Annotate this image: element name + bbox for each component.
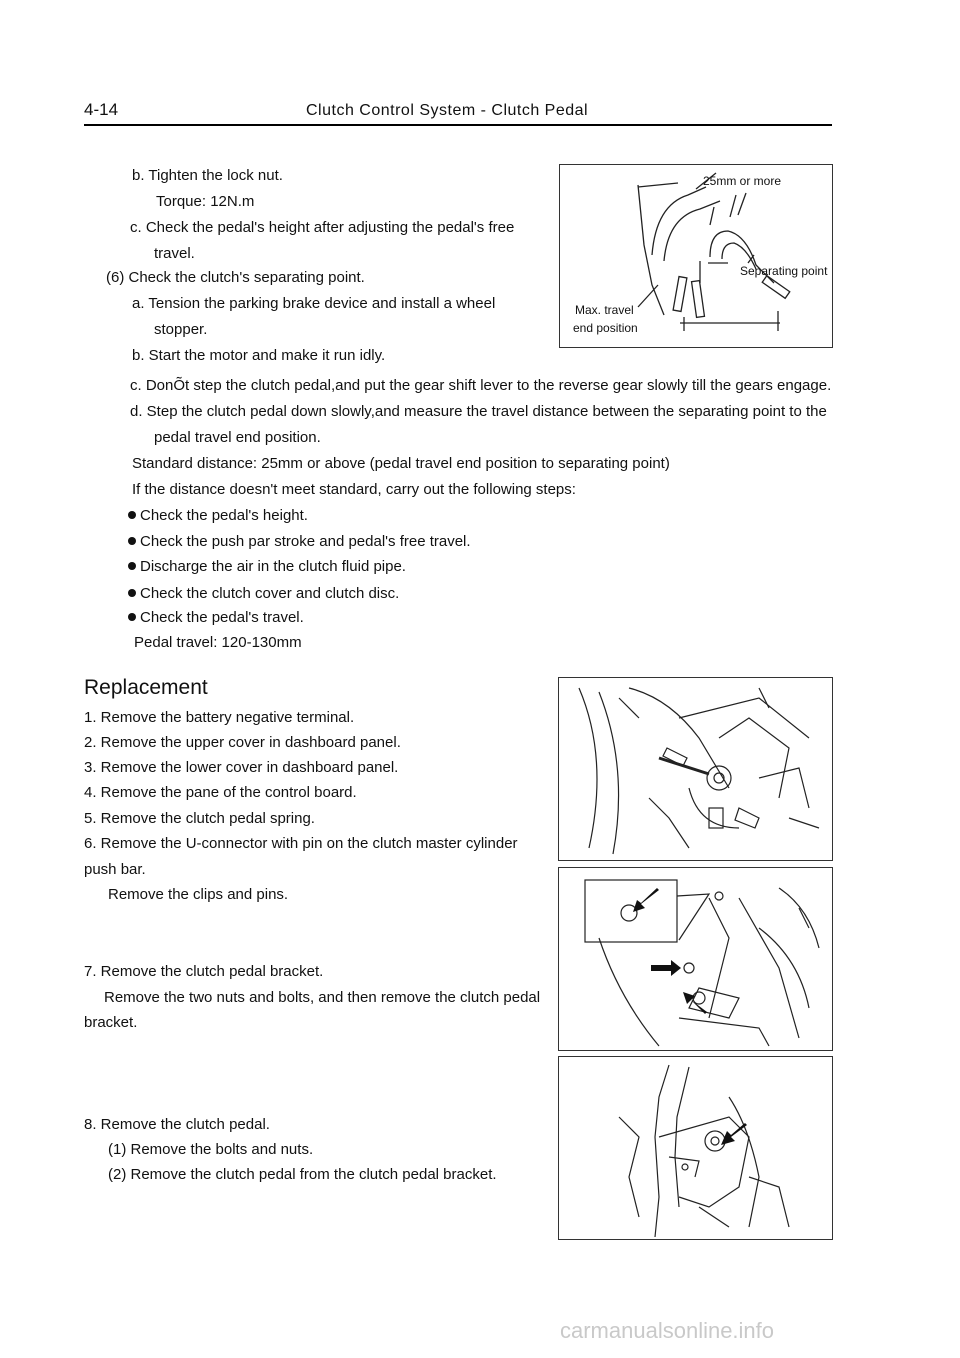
step-7-sub: Remove the two nuts and bolts, and then remove the clutch pedal bbox=[104, 989, 541, 1006]
step-5: 5. Remove the clutch pedal spring. bbox=[84, 810, 315, 827]
pedal-spring-drawing bbox=[559, 678, 832, 860]
bullet-item: Discharge the air in the clutch fluid pipe. bbox=[128, 557, 406, 577]
step-8-2: (2) Remove the clutch pedal from the clutch pedal bracket. bbox=[108, 1166, 497, 1183]
bullet-item: Check the push par stroke and pedal's free travel. bbox=[128, 532, 471, 552]
step-d-measure: d. Step the clutch pedal down slowly,and measure the travel distance between the separating point to the bbox=[130, 403, 827, 420]
step-7: 7. Remove the clutch pedal bracket. bbox=[84, 963, 324, 980]
bullet-item: Check the pedal's travel. bbox=[128, 608, 304, 628]
header-rule bbox=[84, 124, 832, 126]
standard-distance: Standard distance: 25mm or above (pedal travel end position to separating point) bbox=[132, 455, 670, 472]
bullet-dot bbox=[128, 613, 136, 621]
bullet-item: Check the clutch cover and clutch disc. bbox=[128, 584, 399, 604]
step-1: 1. Remove the battery negative terminal. bbox=[84, 709, 355, 726]
bullet-dot bbox=[128, 589, 136, 597]
pedal-spring-figure bbox=[558, 677, 833, 861]
watermark: carmanualsonline.info bbox=[560, 1318, 775, 1343]
step-c-cont: travel. bbox=[154, 245, 195, 262]
step-a-parking-brake: a. Tension the parking brake device and install a wheel bbox=[132, 295, 496, 312]
separating-point-label: Separating point bbox=[740, 264, 828, 278]
step-3: 3. Remove the lower cover in dashboard panel. bbox=[84, 759, 399, 776]
bullet-dot bbox=[128, 511, 136, 519]
bullet-item: Check the pedal's height. bbox=[128, 506, 308, 526]
step-2: 2. Remove the upper cover in dashboard panel. bbox=[84, 734, 401, 751]
step-8-1: (1) Remove the bolts and nuts. bbox=[108, 1141, 314, 1158]
pedal-bracket-drawing bbox=[559, 868, 832, 1050]
distance-label: 25mm or more bbox=[703, 174, 782, 188]
max-travel-label: Max. travel bbox=[575, 303, 634, 317]
step-c-reverse-gear: c. DonÕt step the clutch pedal,and put the gear shift lever to the reverse gear slowly till the gears engage. bbox=[130, 377, 832, 394]
clutch-pedal-figure bbox=[558, 1056, 833, 1240]
torque-spec: Torque: 12N.m bbox=[156, 193, 255, 210]
step-b-lock-nut: b. Tighten the lock nut. bbox=[132, 167, 283, 184]
replacement-heading: Replacement bbox=[84, 676, 208, 699]
step-7-cont: bracket. bbox=[84, 1014, 138, 1031]
step-a-cont: stopper. bbox=[154, 321, 208, 338]
page-number: 4-14 bbox=[84, 100, 119, 119]
bullet-dot bbox=[128, 537, 136, 545]
step-4: 4. Remove the pane of the control board. bbox=[84, 784, 357, 801]
step-c-pedal-height: c. Check the pedal's height after adjusting the pedal's free bbox=[130, 219, 515, 236]
step-6-sub: Remove the clips and pins. bbox=[108, 886, 289, 903]
pedal-bracket-figure bbox=[558, 867, 833, 1051]
pedal-travel-drawing bbox=[560, 165, 832, 347]
pedal-travel-spec: Pedal travel: 120-130mm bbox=[134, 634, 302, 651]
clutch-pedal-drawing bbox=[559, 1057, 832, 1239]
header-title: Clutch Control System - Clutch Pedal bbox=[306, 102, 589, 119]
step-b-motor-idle: b. Start the motor and make it run idly. bbox=[132, 347, 386, 364]
bullet-dot bbox=[128, 562, 136, 570]
step-6: 6. Remove the U-connector with pin on the clutch master cylinder bbox=[84, 835, 518, 852]
step-d-cont: pedal travel end position. bbox=[154, 429, 321, 446]
step-6-cont: push bar. bbox=[84, 861, 146, 878]
end-position-label: end position bbox=[573, 321, 638, 335]
pedal-travel-figure bbox=[559, 164, 833, 348]
distance-not-standard: If the distance doesn't meet standard, carry out the following steps: bbox=[132, 481, 576, 498]
step-8: 8. Remove the clutch pedal. bbox=[84, 1116, 270, 1133]
step-6-separating-point: (6) Check the clutch's separating point. bbox=[106, 269, 365, 286]
